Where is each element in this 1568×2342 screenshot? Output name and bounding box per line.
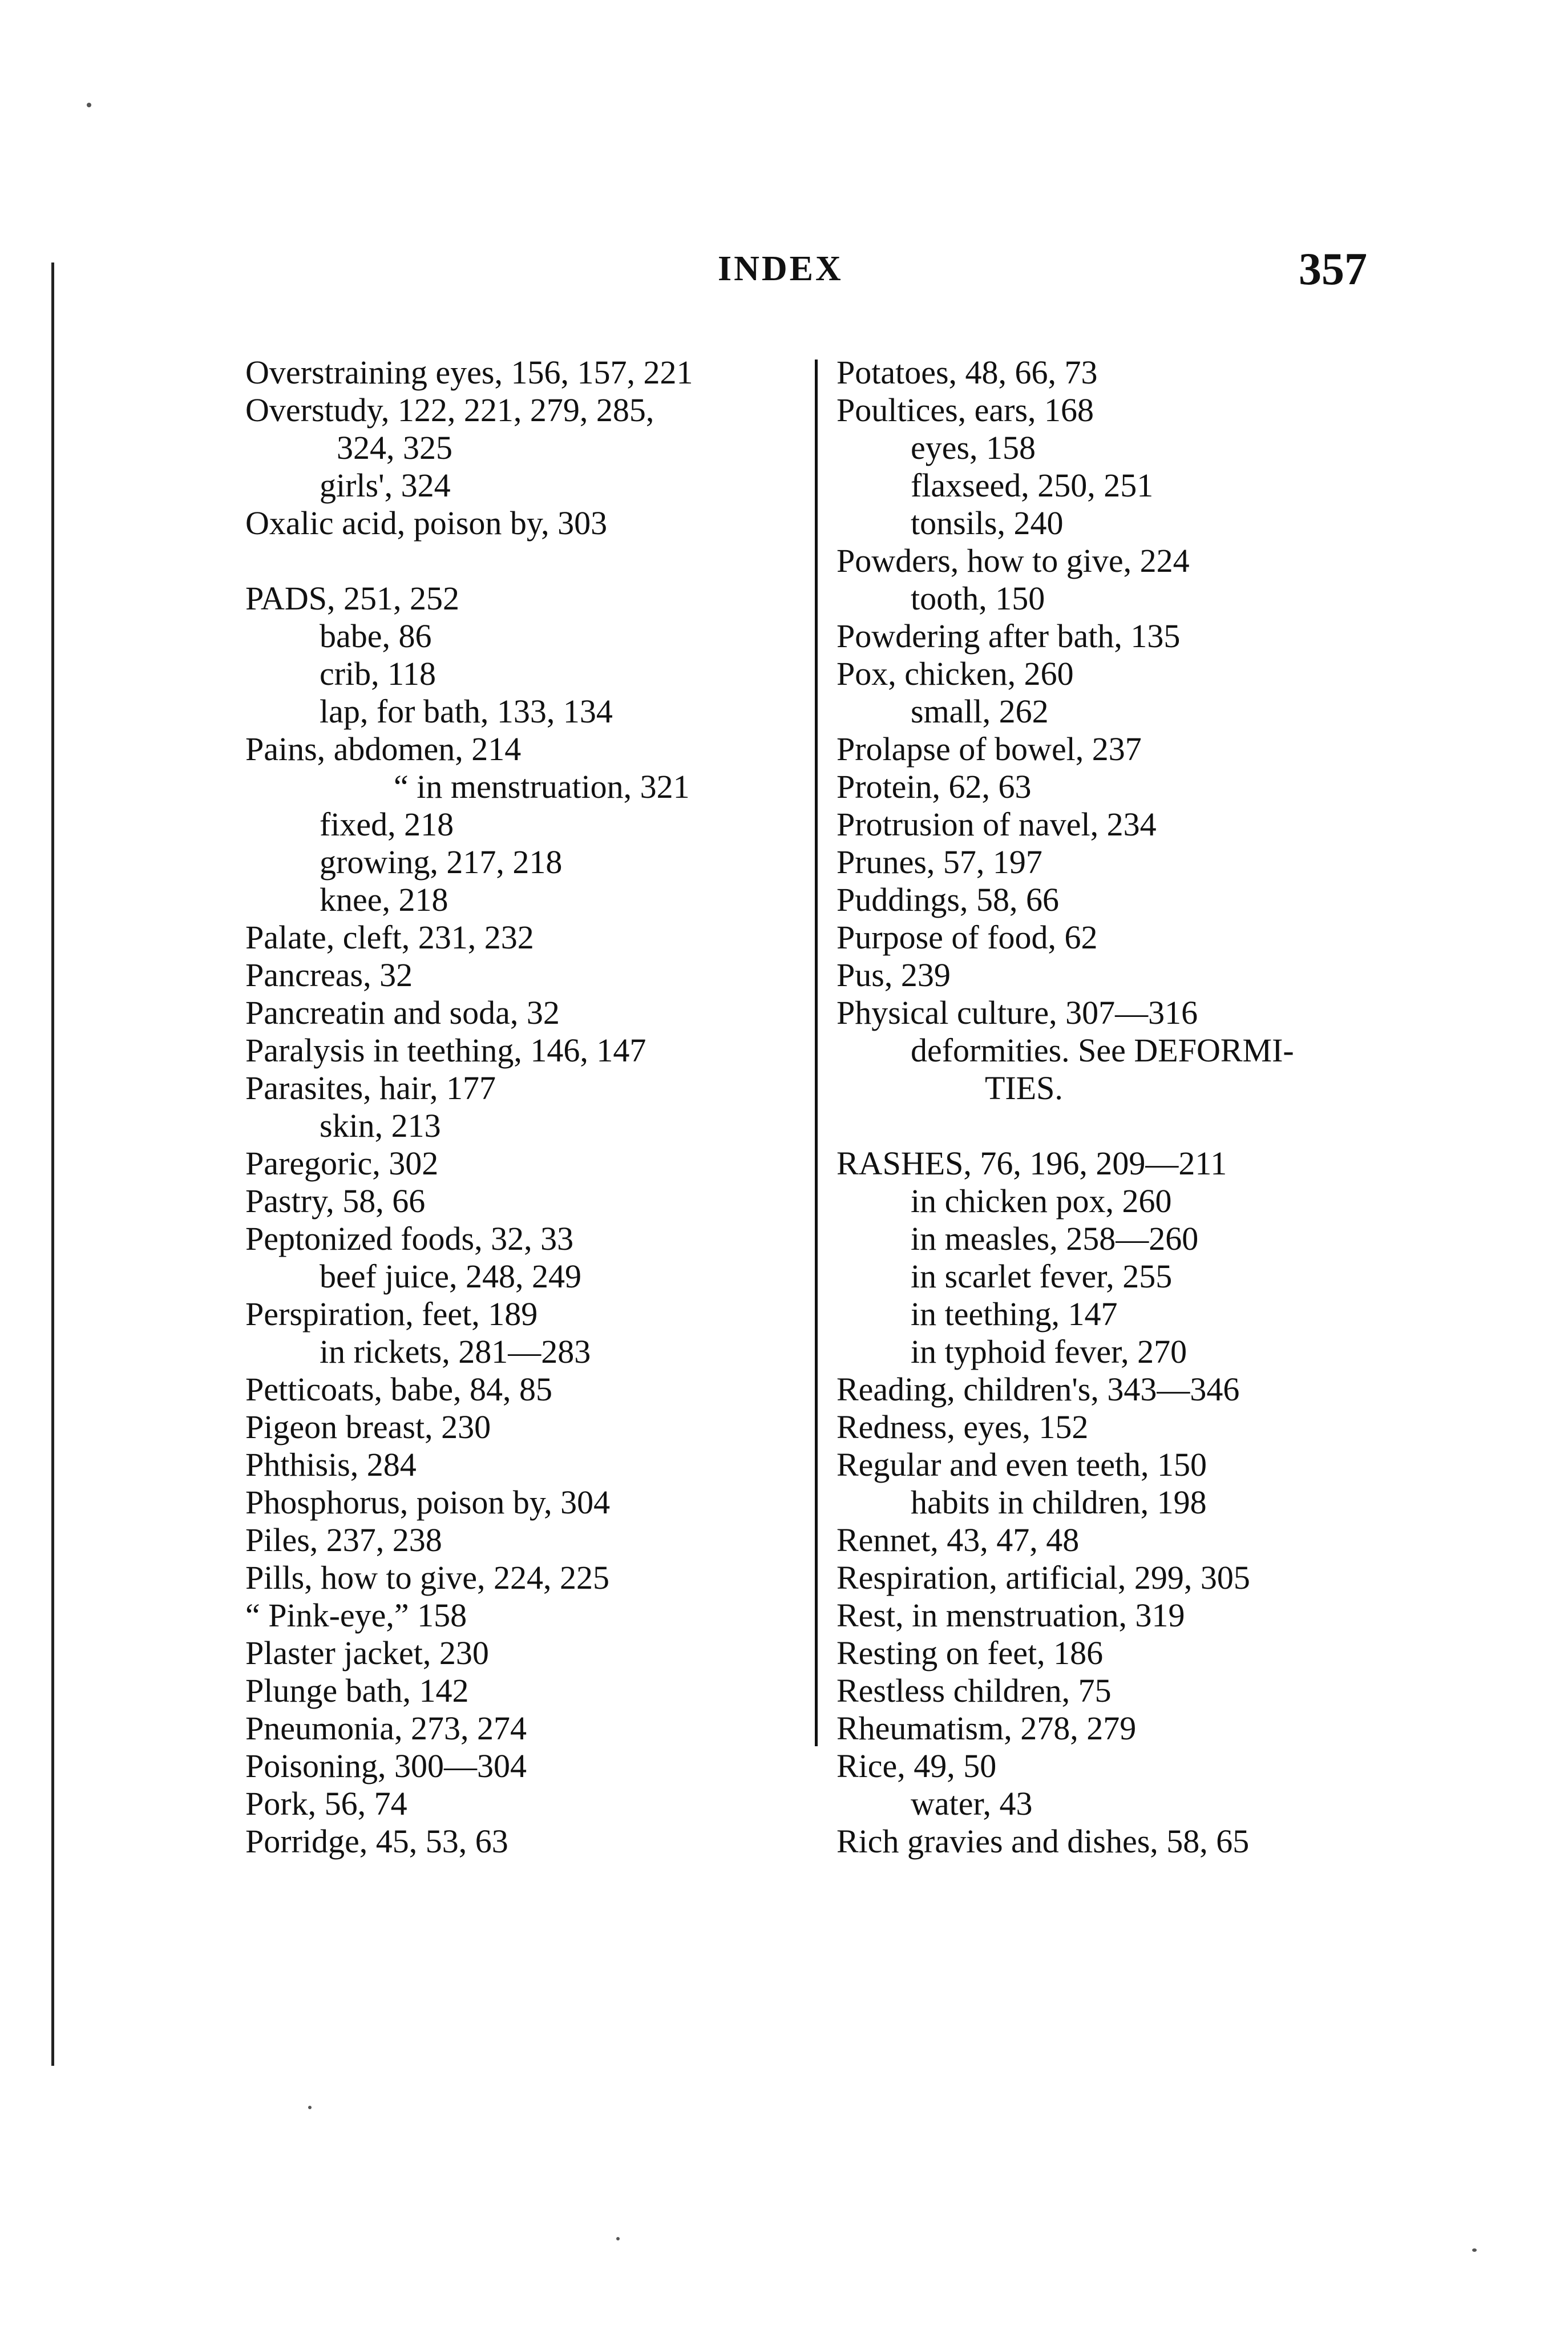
index-entry: habits in children, 198 (911, 1484, 1207, 1521)
index-entry: Reading, children's, 343—346 (836, 1371, 1240, 1408)
index-entry: Palate, cleft, 231, 232 (245, 919, 534, 956)
index-entry: Peptonized foods, 32, 33 (245, 1220, 574, 1257)
index-entry: tonsils, 240 (911, 504, 1064, 542)
index-entry: lap, for bath, 133, 134 (320, 693, 613, 730)
index-entry: in typhoid fever, 270 (911, 1333, 1187, 1370)
index-entry: Respiration, artificial, 299, 305 (836, 1559, 1250, 1596)
index-entry: Rheumatism, 278, 279 (836, 1710, 1137, 1747)
index-entry: Plunge bath, 142 (245, 1672, 469, 1709)
index-entry: Petticoats, babe, 84, 85 (245, 1371, 553, 1408)
index-entry: Pancreatin and soda, 32 (245, 994, 560, 1031)
speck (616, 2237, 620, 2240)
index-entry: small, 262 (911, 693, 1049, 730)
index-entry: in chicken pox, 260 (911, 1182, 1172, 1220)
index-entry: Physical culture, 307—316 (836, 994, 1198, 1031)
index-entry: PADS, 251, 252 (245, 580, 459, 617)
index-entry: in rickets, 281—283 (320, 1333, 591, 1370)
section-gap (245, 542, 805, 580)
index-entry: in scarlet fever, 255 (911, 1258, 1173, 1295)
index-column-right (836, 354, 1407, 1860)
index-entry: skin, 213 (320, 1107, 441, 1144)
index-entry: Paralysis in teething, 146, 147 (245, 1032, 646, 1069)
index-entry: in measles, 258—260 (911, 1220, 1199, 1257)
index-entry: Paregoric, 302 (245, 1145, 439, 1182)
index-entry: Plaster jacket, 230 (245, 1634, 489, 1671)
index-entry: Pigeon breast, 230 (245, 1408, 491, 1445)
index-entry: crib, 118 (320, 655, 437, 692)
speck (87, 103, 91, 107)
index-entry: Overstudy, 122, 221, 279, 285, (245, 391, 654, 429)
index-entry: Purpose of food, 62 (836, 919, 1098, 956)
speck (1472, 2248, 1477, 2252)
index-entry: Phosphorus, poison by, 304 (245, 1484, 611, 1521)
index-entry: “ in menstruation, 321 (394, 768, 690, 805)
index-entry: Perspiration, feet, 189 (245, 1295, 538, 1332)
binding-edge (51, 263, 54, 2066)
index-entry: Pastry, 58, 66 (245, 1182, 426, 1220)
index-entry: Pneumonia, 273, 274 (245, 1710, 527, 1747)
index-entry: “ Pink-eye,” 158 (245, 1597, 467, 1634)
index-entry: in teething, 147 (911, 1295, 1118, 1332)
page-number: 357 (1299, 244, 1367, 294)
index-entry: Redness, eyes, 152 (836, 1408, 1089, 1445)
column-divider (815, 360, 818, 1746)
index-entry: Oxalic acid, poison by, 303 (245, 504, 608, 542)
index-entry: Poisoning, 300—304 (245, 1747, 527, 1784)
index-entry: growing, 217, 218 (320, 843, 563, 881)
index-entry: Parasites, hair, 177 (245, 1069, 496, 1107)
index-entry: Powders, how to give, 224 (836, 542, 1190, 579)
index-entry: Rest, in menstruation, 319 (836, 1597, 1185, 1634)
index-entry: girls', 324 (320, 467, 451, 504)
index-entry: water, 43 (911, 1785, 1033, 1822)
index-entry: flaxseed, 250, 251 (911, 467, 1154, 504)
speck (308, 2106, 312, 2109)
index-entry: Pains, abdomen, 214 (245, 730, 522, 768)
index-entry: Pancreas, 32 (245, 956, 413, 994)
index-entry: beef juice, 248, 249 (320, 1258, 582, 1295)
index-entry: Rice, 49, 50 (836, 1747, 997, 1784)
index-entry: Poultices, ears, 168 (836, 391, 1094, 429)
index-entry: knee, 218 (320, 881, 448, 918)
index-entry: Protrusion of navel, 234 (836, 806, 1157, 843)
index-entry: Rich gravies and dishes, 58, 65 (836, 1823, 1250, 1860)
index-entry: Powdering after bath, 135 (836, 617, 1181, 655)
index-entry: Phthisis, 284 (245, 1446, 417, 1483)
index-entry: fixed, 218 (320, 806, 454, 843)
index-entry: TIES. (985, 1069, 1063, 1107)
index-entry: Restless children, 75 (836, 1672, 1112, 1709)
index-entry: tooth, 150 (911, 580, 1045, 617)
index-entry: babe, 86 (320, 617, 432, 655)
page-title: INDEX (718, 249, 843, 288)
index-column-left (245, 354, 805, 1860)
index-entry: Potatoes, 48, 66, 73 (836, 354, 1098, 391)
index-entry: Pork, 56, 74 (245, 1785, 407, 1822)
section-gap (836, 1107, 1407, 1145)
index-entry: Pox, chicken, 260 (836, 655, 1074, 692)
index-entry: Porridge, 45, 53, 63 (245, 1823, 508, 1860)
index-entry: Overstraining eyes, 156, 157, 221 (245, 354, 693, 391)
index-entry: deformities. See DEFORMI- (911, 1032, 1294, 1069)
index-entry: Piles, 237, 238 (245, 1521, 442, 1558)
index-entry: Prolapse of bowel, 237 (836, 730, 1142, 768)
index-entry: eyes, 158 (911, 429, 1036, 466)
index-entry: Prunes, 57, 197 (836, 843, 1042, 881)
index-entry: Protein, 62, 63 (836, 768, 1032, 805)
index-entry: Rennet, 43, 47, 48 (836, 1521, 1080, 1558)
index-entry: RASHES, 76, 196, 209—211 (836, 1145, 1227, 1182)
index-entry: Pills, how to give, 224, 225 (245, 1559, 610, 1596)
index-entry: Regular and even teeth, 150 (836, 1446, 1207, 1483)
index-entry: 324, 325 (337, 429, 452, 466)
index-entry: Pus, 239 (836, 956, 951, 994)
index-entry: Puddings, 58, 66 (836, 881, 1059, 918)
index-entry: Resting on feet, 186 (836, 1634, 1104, 1671)
